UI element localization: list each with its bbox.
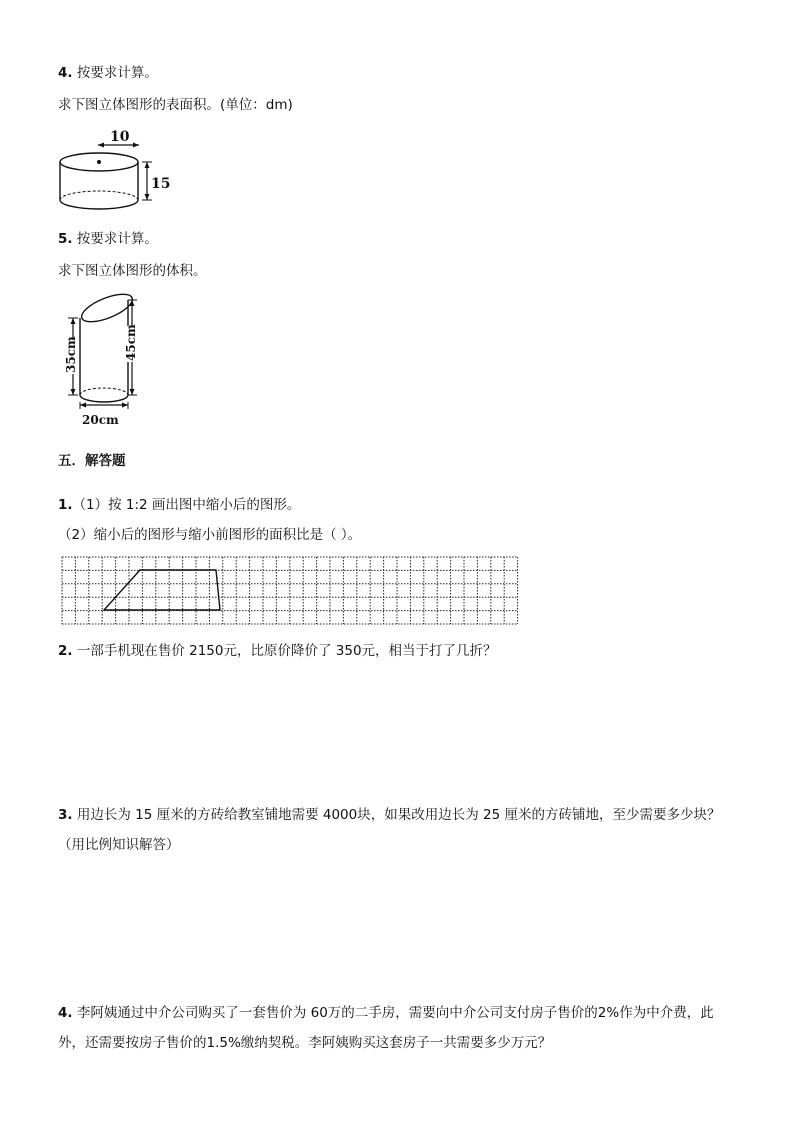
a1-part1 bbox=[58, 496, 300, 514]
q4-diameter-label: 10 bbox=[110, 129, 130, 145]
q4-number: 4. bbox=[58, 65, 73, 81]
a3-line bbox=[58, 806, 721, 824]
a4-text-line1: 李阿姨通过中介公司购买了一套售价为 60万的二手房，需要向中介公司支付房子售价的2%作为中介费，此 bbox=[76, 1005, 714, 1021]
q5-long-side-label: 45cm bbox=[124, 324, 138, 361]
a3-text: 用边长为 15 厘米的方砖给教室铺地需要 4000块，如果改用边长为 25 厘米的方砖铺地，至少需要多少块？ bbox=[76, 807, 721, 823]
q4-height-label: 15 bbox=[151, 176, 171, 192]
a2-number: 2. bbox=[58, 643, 73, 659]
q4-title: 按要求计算。 bbox=[76, 65, 158, 81]
a1-part2: （2）缩小后的图形与缩小前图形的面积比是（ ）。 bbox=[58, 527, 362, 543]
a4-line2: 外，还需要按房子售价的1.5%缴纳契税。李阿姨购买这套房子一共需要多少万元？ bbox=[58, 1035, 552, 1051]
q5-title: 按要求计算。 bbox=[76, 231, 158, 247]
section-title: 五．解答题 bbox=[58, 453, 126, 469]
parallelogram-shape bbox=[104, 570, 220, 610]
q5-cut-cylinder-figure bbox=[58, 288, 148, 430]
a2-text: 一部手机现在售价 2150元，比原价降价了 350元，相当于打了几折？ bbox=[76, 643, 497, 659]
q5-number: 5. bbox=[58, 231, 73, 247]
drawing-grid[interactable] bbox=[60, 554, 526, 630]
q4-cylinder-figure bbox=[54, 124, 174, 216]
a4-line1 bbox=[58, 1004, 714, 1022]
q5-base-label: 20cm bbox=[82, 413, 119, 427]
q5-short-side-label: 35cm bbox=[64, 336, 78, 373]
a3-number: 3. bbox=[58, 807, 73, 823]
a4-number: 4. bbox=[58, 1005, 73, 1021]
q4-prompt: 求下图立体图形的表面积。(单位：dm) bbox=[58, 97, 293, 113]
a3-note: （用比例知识解答） bbox=[58, 837, 180, 853]
q5-heading bbox=[58, 230, 158, 248]
q4-heading bbox=[58, 64, 158, 82]
a1-part1-text: （1）按 1:2 画出图中缩小后的图形。 bbox=[72, 497, 301, 513]
a2-line bbox=[58, 642, 497, 660]
a1-number: 1. bbox=[58, 497, 73, 513]
q5-prompt: 求下图立体图形的体积。 bbox=[58, 263, 207, 279]
